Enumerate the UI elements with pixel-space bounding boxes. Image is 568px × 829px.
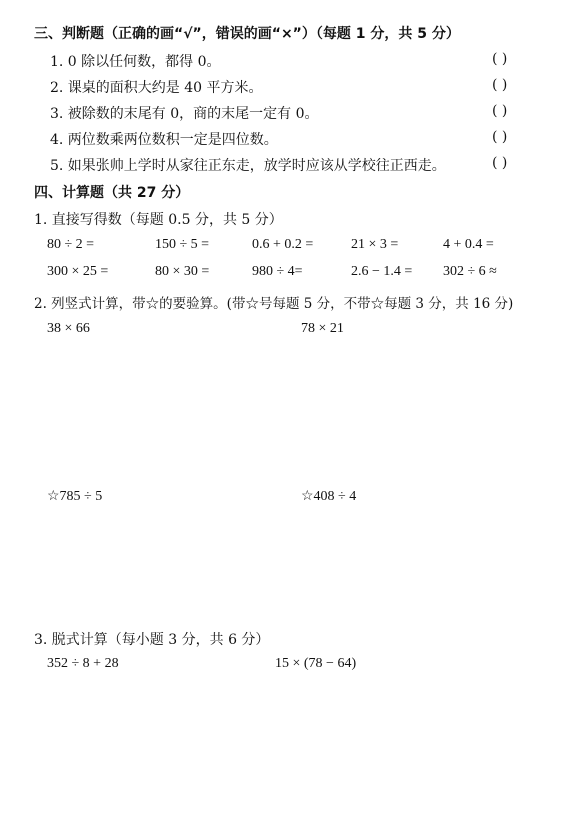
oral-calc-9: 2.6 − 1.4 = (351, 264, 413, 279)
q3-title: 3. 脱式计算（每小题 3 分，共 6 分） (34, 632, 270, 648)
oral-calc-3: 0.6 + 0.2 = (252, 237, 314, 252)
answer-blank-2[interactable]: ( ) (492, 77, 508, 93)
oral-calc-2: 150 ÷ 5 = (155, 237, 210, 252)
judge-item-3: 3. 被除数的末尾有 0，商的末尾一定有 0。 (50, 106, 319, 122)
q2-title: 2. 列竖式计算，带☆的要验算。(带☆号每题 5 分，不带☆每题 3 分，共 16 分) (34, 296, 514, 312)
oral-calc-7: 80 × 30 = (155, 264, 210, 279)
oral-calc-10: 302 ÷ 6 ≈ (443, 264, 497, 279)
answer-blank-5[interactable]: ( ) (492, 155, 508, 171)
vertical-calc-1: 38 × 66 (47, 321, 90, 336)
oral-calc-5: 4 + 0.4 = (443, 237, 494, 252)
judge-item-5: 5. 如果张帅上学时从家往正东走，放学时应该从学校往正西走。 (50, 158, 446, 174)
judge-item-2: 2. 课桌的面积大约是 40 平方米。 (50, 80, 263, 96)
section3-title: 三、判断题（正确的画“√”，错误的画“×”）（每题 1 分，共 5 分） (34, 26, 460, 42)
step-calc-1: 352 ÷ 8 + 28 (47, 656, 119, 671)
judge-item-1: 1. 0 除以任何数，都得 0。 (50, 54, 221, 70)
oral-calc-4: 21 × 3 = (351, 237, 399, 252)
oral-calc-8: 980 ÷ 4= (252, 264, 303, 279)
oral-calc-1: 80 ÷ 2 = (47, 237, 95, 252)
vertical-calc-2: 78 × 21 (301, 321, 344, 336)
judge-item-4: 4. 两位数乘两位数积一定是四位数。 (50, 132, 278, 148)
answer-blank-1[interactable]: ( ) (492, 51, 508, 67)
oral-calc-6: 300 × 25 = (47, 264, 109, 279)
section4-title: 四、计算题（共 27 分） (34, 185, 190, 201)
answer-blank-3[interactable]: ( ) (492, 103, 508, 119)
step-calc-2: 15 × (78 − 64) (275, 656, 357, 671)
answer-blank-4[interactable]: ( ) (492, 129, 508, 145)
vertical-calc-3: ☆785 ÷ 5 (47, 489, 103, 504)
vertical-calc-4: ☆408 ÷ 4 (301, 489, 357, 504)
q1-title: 1. 直接写得数（每题 0.5 分，共 5 分） (34, 212, 283, 228)
